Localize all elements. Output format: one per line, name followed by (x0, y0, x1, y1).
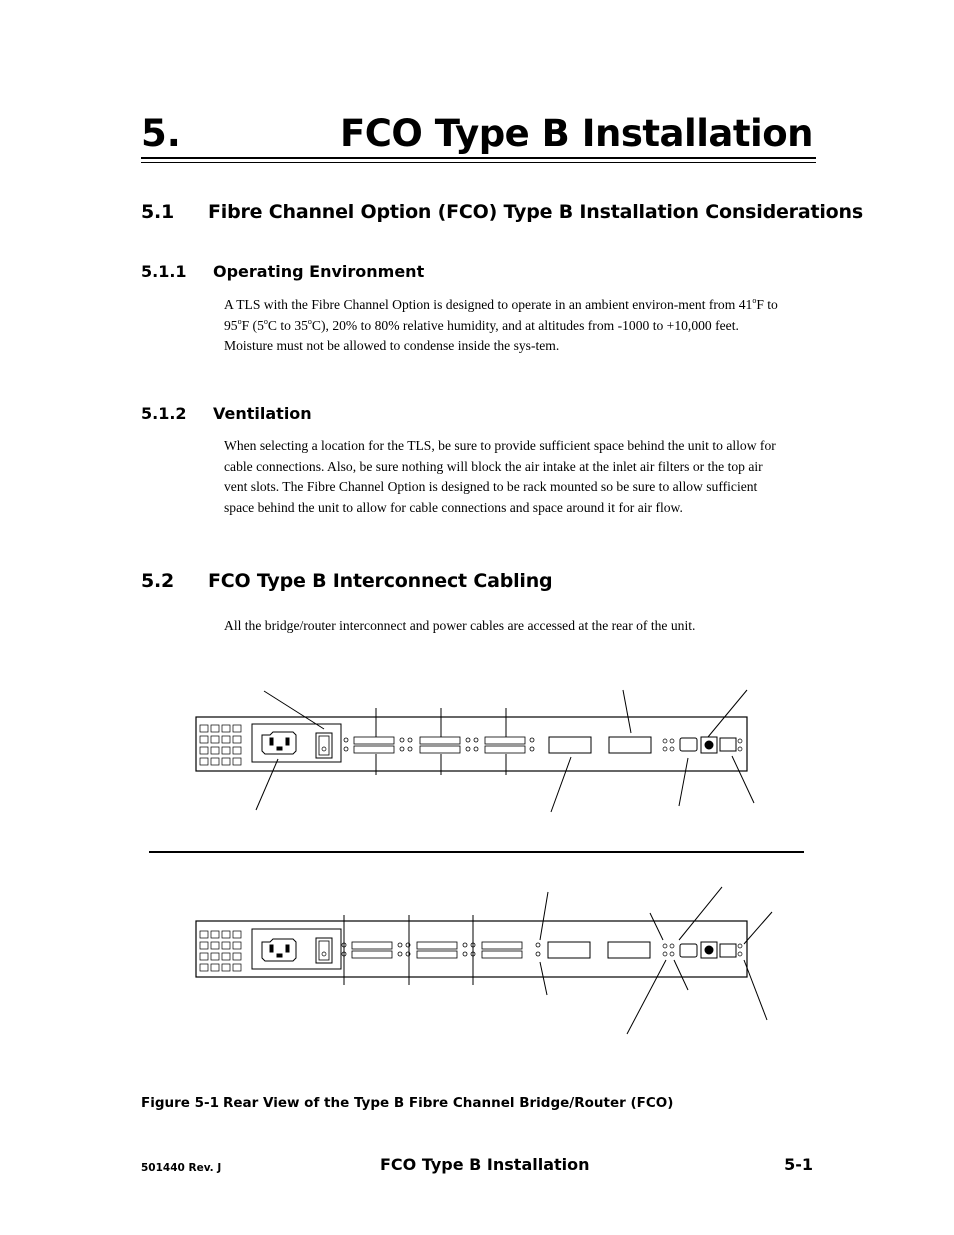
paragraph-ventilation: When selecting a location for the TLS, be sure to provide sufficient space behind the unit to allow for cable connections. Also, be sure nothing will block the air intake at the inlet air filters or the top air vent slots. The Fibre Channel Option is designed to be rack mounted so be sure to allow sufficient space behind the unit to allow for cable connections and space around it for air flow. (224, 438, 776, 515)
section-title: Operating Environment (213, 262, 425, 281)
fibre-channel-ports (549, 737, 651, 753)
scsi-connectors (342, 942, 540, 958)
vent-grid (200, 931, 241, 971)
vent-grid (200, 725, 241, 765)
lower-rear-panel (196, 887, 772, 1034)
section-title: Ventilation (213, 404, 312, 423)
power-module (252, 724, 341, 762)
figure-caption-text: Rear View of the Type B Fibre Channel Bridge/Router (FCO) (223, 1095, 674, 1111)
section-number: 5.1 (141, 201, 175, 223)
chapter-title: FCO Type B Installation (339, 112, 813, 155)
callout-lines (256, 690, 754, 812)
section-number: 5.1.2 (141, 404, 187, 423)
status-leds (663, 944, 742, 956)
ethernet-and-serial-ports (680, 942, 736, 958)
figure-caption-label: Figure 5-1 (141, 1095, 220, 1111)
chapter-number: 5. (141, 112, 181, 155)
footer-doc-revision: 501440 Rev. J (141, 1162, 222, 1174)
section-number: 5.2 (141, 570, 175, 592)
callout-lines (344, 887, 772, 1034)
section-title: Fibre Channel Option (FCO) Type B Installation Considerations (208, 201, 863, 223)
upper-rear-panel (196, 690, 754, 812)
paragraph-interconnect-cabling: All the bridge/router interconnect and power cables are accessed at the rear of the unit. (224, 618, 696, 633)
ethernet-and-serial-ports (680, 737, 736, 753)
fibre-channel-ports (548, 942, 650, 958)
figure-caption (141, 1095, 673, 1111)
section-title: FCO Type B Interconnect Cabling (208, 570, 553, 592)
status-leds (663, 739, 742, 751)
footer-page-number: 5-1 (784, 1155, 813, 1174)
footer-chapter-title: FCO Type B Installation (380, 1155, 590, 1174)
section-number: 5.1.1 (141, 262, 187, 281)
power-module (252, 929, 341, 969)
paragraph-operating-environment: A TLS with the Fibre Channel Option is designed to operate in an ambient environ-ment from 41$^o$F to 95$^o$F (5$^o$C to 35$^o$C), 20% to 80% relative humidity, and at altitudes from -1000 to +10,000 feet. Moisture must not be allowed to condense inside the sys-tem. (224, 296, 778, 353)
scsi-connectors (344, 737, 534, 753)
